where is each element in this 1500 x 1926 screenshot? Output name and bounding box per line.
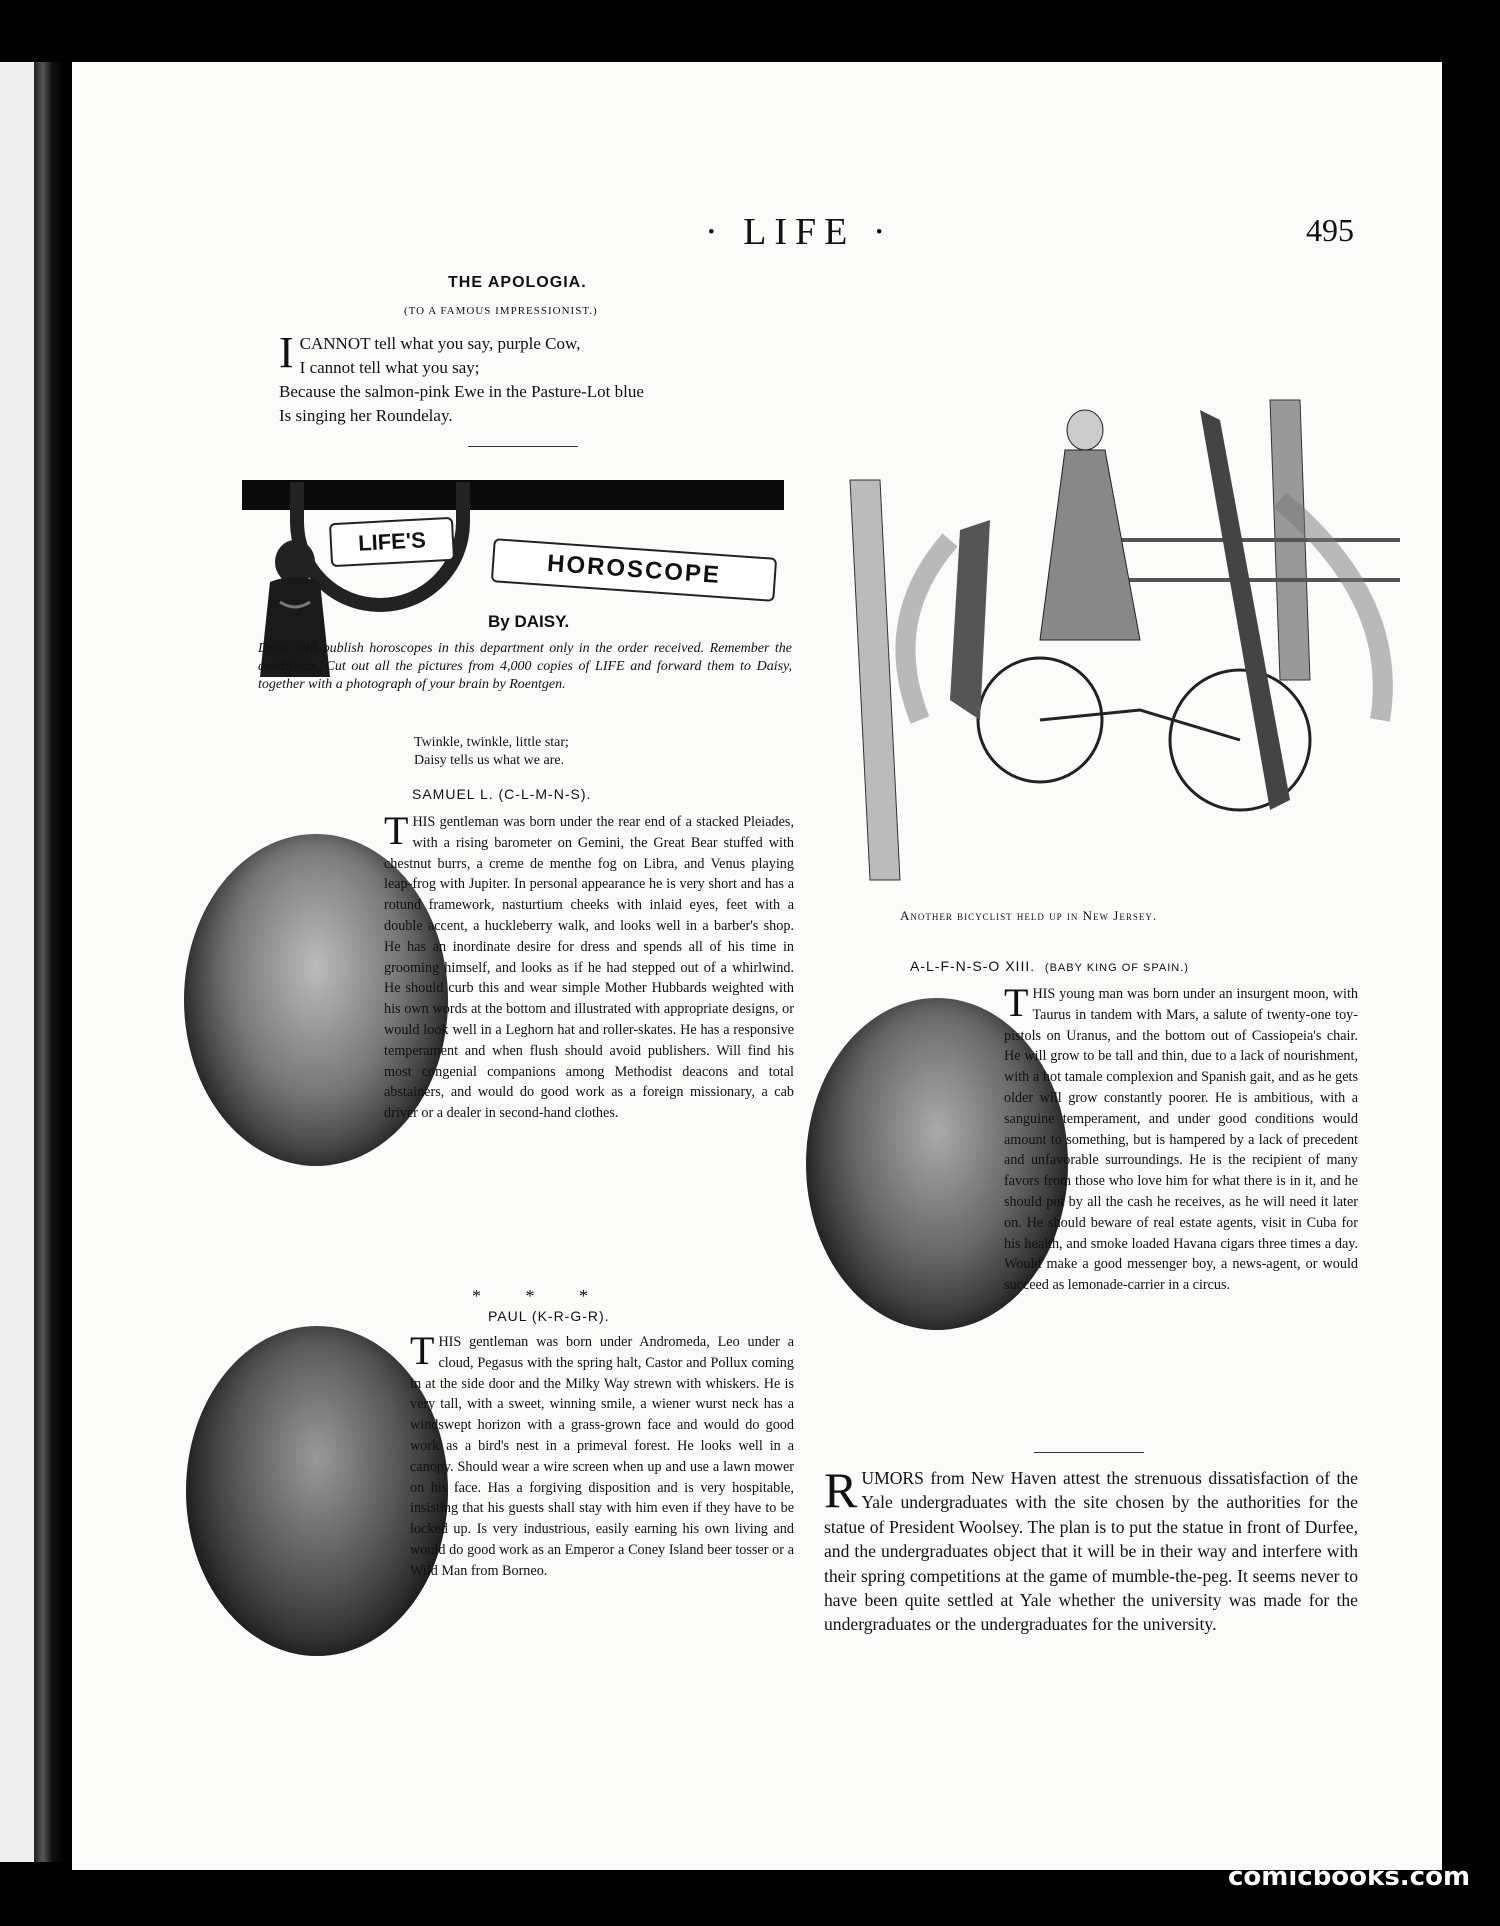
watermark: comicbooks.com [1228, 1862, 1471, 1892]
poem-line: CANNOT tell what you say, purple Cow, [299, 334, 581, 353]
poem-line: I cannot tell what you say; [299, 358, 480, 377]
verse-line: Daisy tells us what we are. [414, 753, 565, 768]
facing-page-edge [0, 62, 34, 1862]
masthead: · LIFE · [705, 211, 894, 253]
horoscope-intro: Daisy will publish horoscopes in this department only in the order received. Remember the conditions. Cut out all the pictures from 4,000 copies of LIFE and forward them to Daisy, together with a photograph of your brain by Roentgen. [258, 641, 792, 692]
apologia-subtitle: (TO A FAMOUS IMPRESSIONIST.) [404, 305, 598, 317]
drop-cap: T [384, 808, 409, 853]
paul-portrait [186, 1326, 448, 1656]
poem-line: Is singing her Roundelay. [279, 406, 453, 425]
drop-cap: I [279, 328, 294, 377]
samuel-text-top [384, 808, 794, 1124]
alfonso-heading [910, 958, 1189, 974]
alfonso-name-note: (BABY KING OF SPAIN.) [1044, 962, 1189, 974]
divider [468, 446, 578, 447]
alfonso-text [1004, 980, 1358, 1296]
drop-cap: T [1004, 980, 1029, 1025]
apologia-poem [279, 328, 799, 428]
section-stars: * * * [472, 1286, 608, 1306]
samuel-body: HIS gentleman was born under the rear end of a stacked Pleiades, with a rising barometer on Gemini, the Great Bear stuffed with chestnut burrs, a creme de menthe fog on Libra, and Venus playing leap-frog with Jupiter. In personal appearance he is very short and has a rotund framework, nasturtium cheeks with inlaid eyes, feet with a double accent, a huckleberry walk, and looks well in a barber's shop. He has an inordinate desire for dress and spends all of his time in grooming himself, and looks as if he had stepped out of a whirlwind. He should curb this and wear simple Mother Hubbards weighted with his own words at the bottom and illustrated with appropriate designs, or would look well in a Leghorn hat and roller-skates. He has a responsive temperament and when flush should avoid publishers. Will find his most congenial companions among Methodist deacons and total abstainers, and would do good work as a foreign missionary, a cab driver or a dealer in second-hand clothes. [384, 814, 794, 1122]
drop-cap: R [824, 1462, 858, 1518]
banner-horoscope: HOROSCOPE [491, 538, 777, 602]
paul-text [410, 1328, 794, 1582]
drop-cap: T [410, 1328, 435, 1373]
verse-line: Twinkle, twinkle, little star; [414, 735, 569, 750]
rumors-body: UMORS from New Haven attest the strenuous dissatisfaction of the Yale undergraduates with the site chosen by the authorities for the statue of President Woolsey. The plan is to put the statue in front of Durfee, and the undergraduates object that it will be in their way and interfere with their spring competitions at the game of mumble-the-peg. It seems never to have been quite settled at Yale whether the university was made for the undergraduates or the undergraduates for the university. [824, 1468, 1358, 1635]
book-gutter [34, 62, 64, 1862]
bicyclist-illustration [840, 280, 1435, 885]
paul-body: HIS gentleman was born under Andromeda, Leo under a cloud, Pegasus with the spring halt, Castor and Pollux coming in at the side door and the Milky Way strewn with whiskers. He is very tall, with a sweet, winning smile, a wiener wurst neck has a windswept horizon with a grass-grown face and would do good work as a bird's nest in a primeval forest. He looks well in a canopy. Should wear a wire screen when up and use a lawn mower on his face. Has a forgiving disposition and is very hospitable, insisting that his guests shall stay with him even if they have to be locked up. Is very industrious, easily earning his own living and would do good work as an Emperor a Coney Island beer tosser or a Wild Man from Borneo. [410, 1334, 794, 1579]
samuel-heading: SAMUEL L. (C-L-M-N-S). [412, 786, 592, 802]
divider [1034, 1452, 1144, 1453]
poem-line: Because the salmon-pink Ewe in the Pasture-Lot blue [279, 382, 644, 401]
apologia-title: THE APOLOGIA. [448, 274, 587, 291]
page-number: 495 [1306, 212, 1354, 248]
twinkle-verse [414, 734, 569, 770]
alfonso-body: HIS young man was born under an insurgent moon, with Taurus in tandem with Mars, a salute of twenty-one toy-pistols on Uranus, and the bottom out of Cassiopeia's chair. He will grow to be tall and thin, due to a lack of nourishment, with a hot tamale complexion and Spanish gait, and as he gets older will grow constantly poorer. He is ambitious, with a sanguine temperament, and under good conditions would amount to something, but is hampered by a lack of precedent and unfavorable surroundings. He is the recipient of many favors from those who love him for what there is in it, and he should put by all the cash he receives, as he will need it later on. He should beware of real estate agents, visit in Cuba for his health, and smoke loaded Havana cigars three times a day. Would make a good messenger boy, a news-agent, or would succeed as lemonade-carrier in a circus. [1004, 986, 1358, 1294]
paul-heading: PAUL (K-R-G-R). [488, 1308, 610, 1324]
banner-lifes: LIFE'S [329, 517, 455, 567]
alfonso-name: A-L-F-N-S-O XIII. [910, 958, 1036, 974]
byline: By DAISY. [488, 612, 570, 631]
rumors-paragraph [824, 1462, 1358, 1637]
illustration-caption: Another bicyclist held up in New Jersey. [900, 908, 1158, 923]
